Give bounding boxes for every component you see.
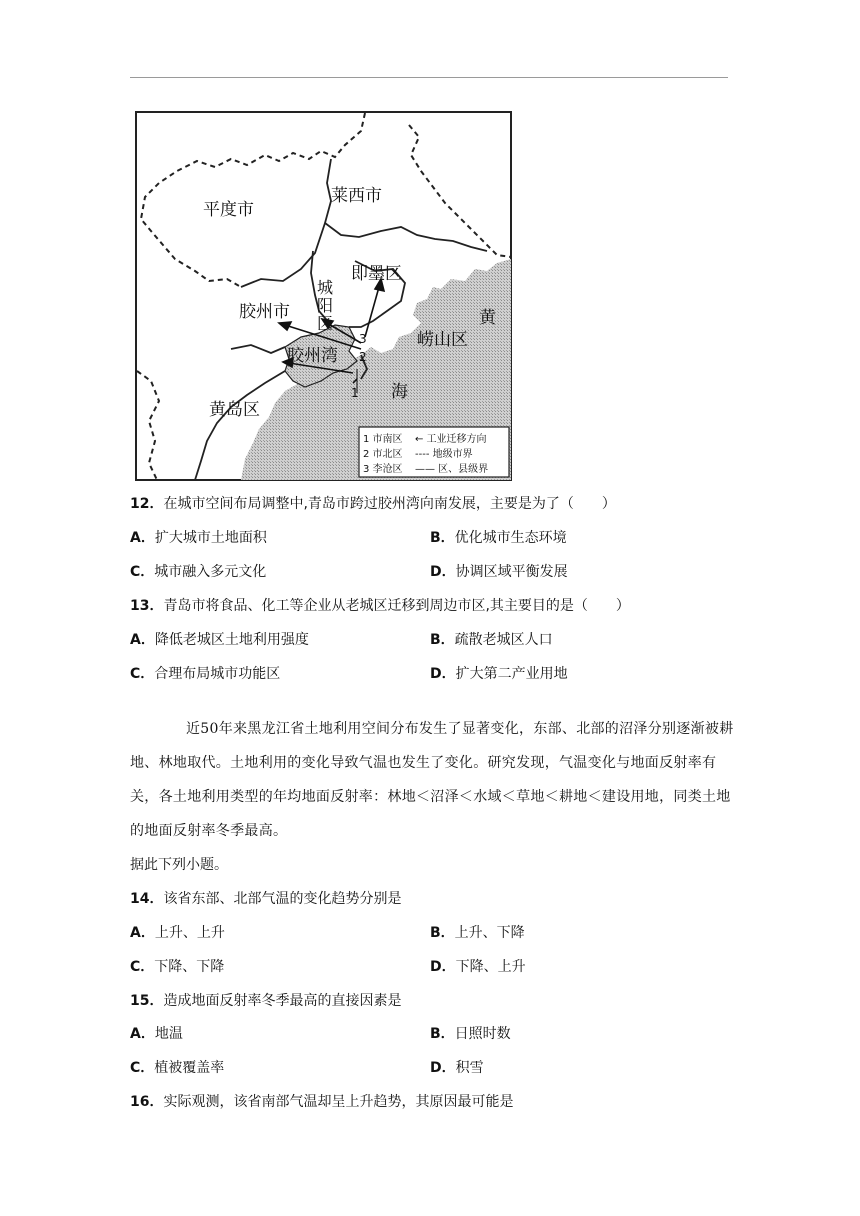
chengyang-label-1: 城 (317, 278, 334, 297)
option-text: 植被覆盖率 (154, 1060, 225, 1076)
jiaozhou-city-label: 胶州市 (239, 302, 290, 322)
option-key: D． (430, 666, 456, 682)
question-16-stem (130, 1093, 513, 1111)
option-text: 上升、上升 (154, 925, 225, 941)
option-text: 城市融入多元文化 (154, 564, 267, 580)
map-svg (135, 111, 512, 481)
question-13-option-c[interactable] (130, 665, 280, 683)
question-12-option-c[interactable] (130, 563, 266, 581)
option-key: D． (430, 564, 456, 580)
option-key: B． (430, 530, 455, 546)
option-key: A． (130, 925, 155, 941)
huang-sea-label: 黄 (479, 308, 496, 328)
question-14-text: 该省东部、北部气温的变化趋势分别是 (163, 891, 402, 907)
option-text: 上升、下降 (454, 925, 525, 941)
question-15-number: 15． (130, 993, 164, 1009)
question-14-stem (130, 890, 401, 908)
option-text: 协调区域平衡发展 (455, 564, 568, 580)
question-13-stem (130, 597, 630, 615)
question-14-option-c[interactable] (130, 958, 224, 976)
header-rule (130, 77, 728, 78)
question-15-option-a[interactable] (130, 1025, 183, 1043)
question-15-stem (130, 992, 401, 1010)
option-key: A． (130, 1026, 155, 1042)
option-key: D． (430, 1060, 456, 1076)
option-key: A． (130, 632, 155, 648)
legend-row3-left: 3 李沧区 (363, 464, 403, 475)
question-14-option-d[interactable] (430, 958, 526, 976)
passage-instruction: 据此下列小题。 (130, 857, 228, 873)
option-key: C． (130, 1060, 155, 1076)
option-text: 疏散老城区人口 (454, 632, 553, 648)
question-14-option-a[interactable] (130, 924, 225, 942)
legend-row2-right: ---- 地级市界 (415, 449, 473, 460)
option-text: 下降、下降 (154, 959, 225, 975)
option-text: 合理布局城市功能区 (154, 666, 281, 682)
passage-text: 近50年来黑龙江省土地利用空间分布发生了显著变化，东部、北部的沼泽分别逐渐被耕地、林地取代。土地利用的变化导致气温也发生了变化。研究发现，气温变化与地面反射率有关，各土地利用类型的年均地面反射率：林地＜沼泽＜水域＜草地＜耕地＜建设用地，同类土地的地面反射率冬季最高。 (130, 721, 734, 839)
option-key: C． (130, 959, 155, 975)
question-16-text: 实际观测，该省南部气温却呈上升趋势，其原因最可能是 (163, 1094, 514, 1110)
option-text: 日照时数 (454, 1026, 511, 1042)
map-legend (359, 427, 509, 477)
question-16-number: 16． (130, 1094, 164, 1110)
legend-row3-right: —— 区、县级界 (415, 464, 489, 475)
question-13-text: 青岛市将食品、化工等企业从老城区迁移到周边市区,其主要目的是（ ） (163, 598, 630, 614)
option-key: B． (430, 1026, 455, 1042)
chengyang-label-3: 区 (317, 314, 334, 333)
question-12-number: 12． (130, 496, 164, 512)
question-15-option-d[interactable] (430, 1059, 484, 1077)
option-text: 降低老城区土地利用强度 (154, 632, 309, 648)
question-13-option-b[interactable] (430, 631, 553, 649)
question-13-number: 13． (130, 598, 164, 614)
question-15-text: 造成地面反射率冬季最高的直接因素是 (163, 993, 402, 1009)
pingdu-label: 平度市 (203, 200, 254, 220)
option-text: 扩大城市土地面积 (154, 530, 267, 546)
question-13-option-d[interactable] (430, 665, 568, 683)
option-key: B． (430, 632, 455, 648)
district-2-marker: 2 (359, 350, 367, 364)
laixi-label: 莱西市 (331, 186, 382, 206)
question-12-option-a[interactable] (130, 529, 267, 547)
option-text: 扩大第二产业用地 (455, 666, 568, 682)
jiaozhou-bay-label: 胶州湾 (287, 346, 338, 366)
question-12-text: 在城市空间布局调整中,青岛市跨过胶州湾向南发展，主要是为了（ ） (163, 496, 616, 512)
question-12-option-d[interactable] (430, 563, 568, 581)
jimo-label: 即墨区 (351, 264, 402, 284)
legend-row1-right: ← 工业迁移方向 (415, 434, 487, 445)
question-14-option-b[interactable] (430, 924, 525, 942)
option-key: B． (430, 925, 455, 941)
district-3-marker: 3 (359, 332, 367, 346)
option-key: D． (430, 959, 456, 975)
option-text: 下降、上升 (455, 959, 526, 975)
reading-passage (130, 712, 740, 848)
option-text: 地温 (154, 1026, 183, 1042)
question-13-option-a[interactable] (130, 631, 309, 649)
option-text: 优化城市生态环境 (454, 530, 567, 546)
option-text: 积雪 (455, 1060, 484, 1076)
option-key: A． (130, 530, 155, 546)
chengyang-label-2: 阳 (317, 296, 334, 315)
legend-row1-left: 1 市南区 (363, 434, 403, 445)
legend-row2-left: 2 市北区 (363, 449, 403, 460)
laoshan-label: 崂山区 (417, 330, 468, 350)
qingdao-map (135, 111, 512, 481)
question-15-option-b[interactable] (430, 1025, 511, 1043)
hai-sea-label: 海 (391, 382, 408, 402)
option-key: C． (130, 564, 155, 580)
huangdao-label: 黄岛区 (209, 400, 260, 420)
question-15-option-c[interactable] (130, 1059, 224, 1077)
question-12-option-b[interactable] (430, 529, 567, 547)
option-key: C． (130, 666, 155, 682)
question-12-stem (130, 495, 616, 513)
district-1-marker: 1 (351, 386, 359, 400)
question-14-number: 14． (130, 891, 164, 907)
